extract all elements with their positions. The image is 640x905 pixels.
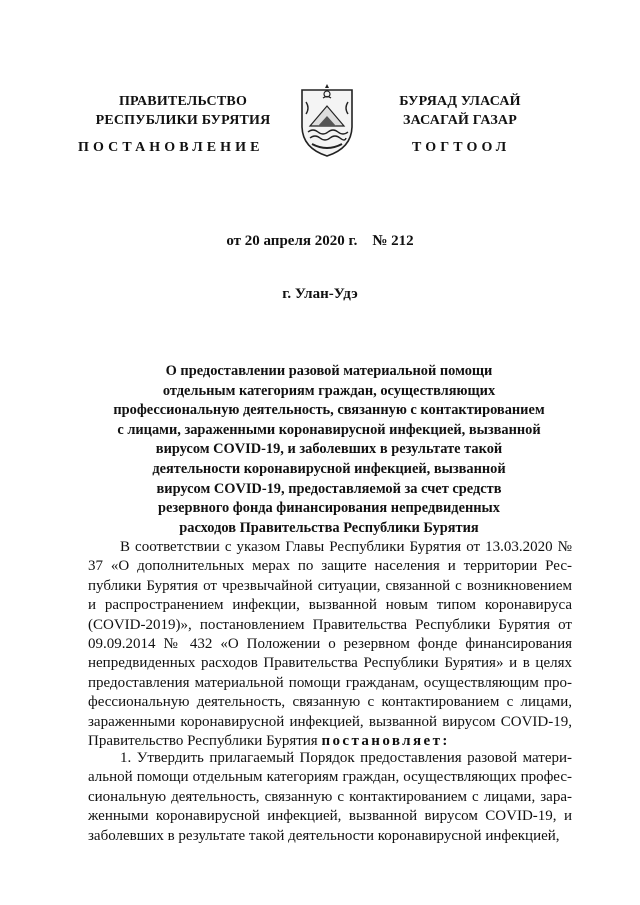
preamble-text: В соответствии с указом Главы Республики Бурятия от 13.03.2020 № 37 «О дополнительных мерах по защите населения и территории Рес-публики Бурятия от чрезвычайной ситуации, связанной с возникновением и распространением инфекции, вызванной новым типом коронавируса (COVID-2019)», постановлением Правительства Республики Бурятия от 09.09.2014 № 432 «О Положении о резервном фонде финансирования непредвиденных расходов Правительства Республики Бурятия» и в целях предоставления материальной помощи гражданам, осуществляющим про-фессиональную деятельность, связанную с контактированием с лицами, зараженными коронавирусной инфекцией, вызванной вирусом COVID-19, Правительство Республики Бурятия (88, 539, 572, 750)
preamble-paragraph (88, 538, 572, 751)
title-line: отдельным категориям граждан, осуществляющих (162, 382, 496, 399)
title-line: с лицами, зараженными коронавирусной инфекцией, вызванной (117, 421, 541, 438)
title-line: вирусом COVID-19, и заболевших в результате такой (155, 441, 503, 458)
header-right (374, 92, 546, 130)
document-title (90, 362, 568, 538)
header-left-line1: ПРАВИТЕЛЬСТВО (118, 94, 248, 109)
title-line: вирусом COVID-19, предоставляемой за счет средств (156, 480, 502, 497)
title-line: резервного фонда финансирования непредвиденных (158, 500, 500, 517)
header-right-line1: БУРЯАД УЛАСАЙ (399, 94, 521, 109)
date-and-number: от 20 апреля 2020 г. № 212 (226, 233, 414, 249)
clause-1-text: 1. Утвердить прилагаемый Порядок предоставления разовой матери-альной помощи отдельным категориям граждан, осуществляющих профес-сиональную деятельность, связанную с контактированием с лицами, зара-женными коронавирусной инфекцией, вызванной вирусом COVID-19, и заболевших в результате такой деятельности коронавирусной инфекцией, (88, 750, 572, 844)
header-left-line2: РЕСПУБЛИКИ БУРЯТИЯ (95, 113, 271, 128)
coat-of-arms-icon (296, 82, 358, 158)
title-line: О предоставлении разовой материальной помощи (165, 363, 493, 379)
city-line: г. Улан-Удэ (282, 286, 358, 302)
clause-1-paragraph (88, 749, 572, 846)
title-line: профессиональную деятельность, связанную с контактированием (113, 402, 545, 419)
decree-word: постановляет: (321, 733, 450, 750)
document-kind-russian: ПОСТАНОВЛЕНИЕ (78, 140, 264, 155)
header-right-line2: ЗАСАГАЙ ГАЗАР (402, 113, 517, 128)
title-line: деятельности коронавирусной инфекцией, вызванной (152, 460, 506, 477)
document-kind-buryat: ТОГТООЛ (412, 140, 511, 155)
title-line: расходов Правительства Республики Бурятия (179, 519, 479, 536)
header-left (88, 92, 278, 130)
